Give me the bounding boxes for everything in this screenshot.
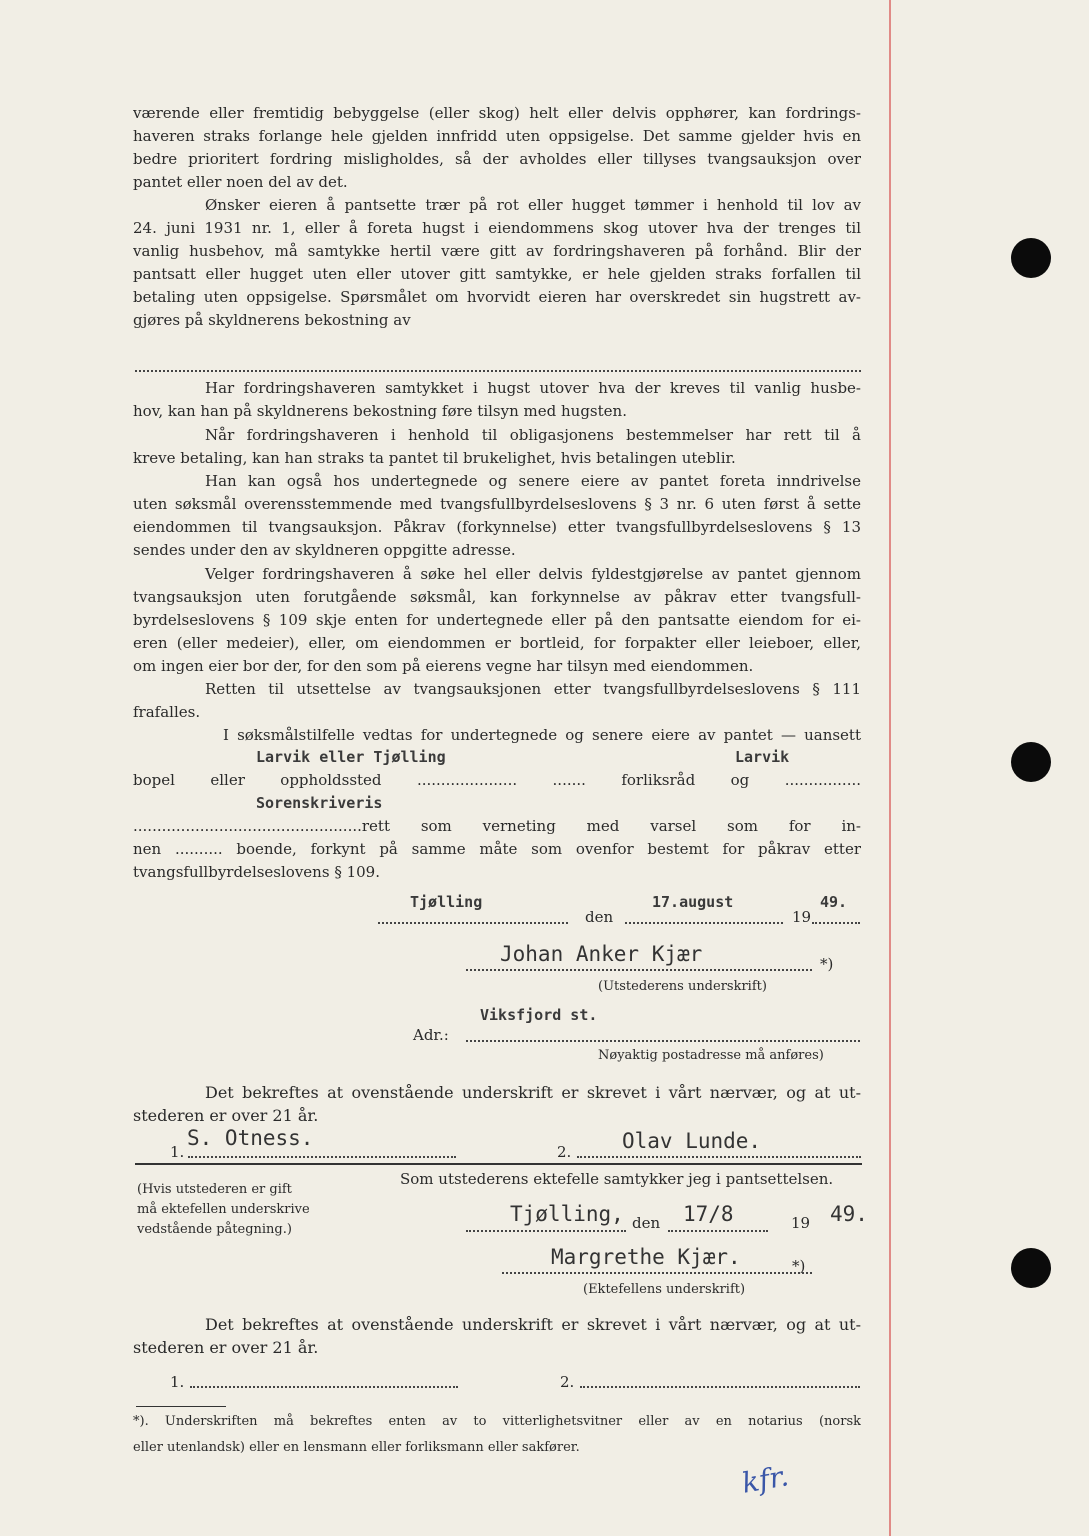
text-line: hov, kan han på skyldnerens bekostning føre tilsyn med hugsten. [133,402,627,420]
text-line: pantsatt eller hugget uten eller utover gitt samtykke, er hele gjelden straks forfallen til [133,265,861,283]
punch-hole [1011,1248,1051,1288]
address-label: Adr.: [413,1026,449,1044]
text-line: pantet eller noen del av det. [133,173,348,191]
text-line: byrdelseslovens § 109 skje enten for undertegnede eller på den pantsatte eiendom for ei- [133,611,861,629]
text-line: Har fordringshaveren samtykket i hugst utover hva der kreves til vanlig husbe- [205,379,861,397]
witness-2-line [577,1156,861,1158]
year-label: 19 [791,1214,811,1232]
witness-1-line [190,1386,458,1388]
date-line [625,922,783,924]
text-line: sendes under den av skyldneren oppgitte adresse. [133,541,516,559]
spouse-caption: (Ektefellens underskrift) [583,1282,746,1297]
text-line: tvangsauksjon uten forutgående søksmål, kan forkynnelse av påkrav etter tvangsfull- [133,588,861,606]
text-line: uten søksmål overensstemmende med tvangsfullbyrdelseslovens § 3 nr. 6 uten først å sette [133,495,861,513]
footnote-mark: *) [820,955,834,973]
confirmation-text: Det bekreftes at ovenstående underskrift er skrevet i vårt nærvær, og at ut- [205,1315,861,1334]
date-line [668,1230,768,1232]
typed-sorenskriveri: Sorenskriveris [256,794,383,812]
text-line: nen .......... boende, forkynt på samme måte som ovenfor bestemt for påkrav etter [133,840,861,858]
text-line: I søksmålstilfelle vedtas for undertegnede og senere eiere av pantet — uansett [223,726,861,744]
address-caption: Nøyaktig postadresse må anføres) [598,1048,824,1063]
address-line [466,1040,860,1042]
text-line: kreve betaling, kan han straks ta pantet til brukelighet, hvis betalingen uteblir. [133,449,736,467]
text-line: 24. juni 1931 nr. 1, eller å foreta hugst i eiendommens skog utover hva der trenges til [133,219,861,237]
witness-1-label: 1. [170,1143,185,1161]
witness-1-signature: S. Otness. [187,1126,314,1150]
footnote-text: eller utenlandsk) eller en lensmann eller forliksmann eller sakfører. [133,1440,580,1455]
text-line: om ingen eier bor der, for den som på eierens vegne har tilsyn med eiendommen. [133,657,754,675]
spouse-date: 17/8 [683,1202,734,1226]
witness-2-label: 2. [560,1373,575,1391]
spouse-consent-text: Som utstederens ektefelle samtykker jeg i pantsettelsen. [400,1170,834,1188]
text-line: Han kan også hos undertegnede og senere eiere av pantet foreta inndrivelse [205,472,861,490]
signature-line [502,1272,812,1274]
footnote-rule [136,1406,226,1407]
confirmation-text: Det bekreftes at ovenstående underskrift er skrevet i vårt nærvær, og at ut- [205,1083,861,1102]
confirmation-text: stederen er over 21 år. [133,1106,319,1125]
issuer-caption: (Utstederens underskrift) [598,979,767,994]
typed-place: Tjølling [410,893,483,911]
punch-hole [1011,742,1051,782]
text-line: betaling uten oppsigelse. Spørsmålet om hvorvidt eieren har overskredet sin hugstrett av- [133,288,861,306]
witness-2-signature: Olav Lunde. [622,1129,762,1153]
note-text: (Hvis utstederen er gift [137,1182,292,1197]
year-line [812,922,860,924]
note-text: vedstående påtegning.) [137,1222,292,1237]
text-line: bopel eller oppholdssted ..................... ....... forliksråd og ................ [133,771,861,789]
typed-year: 49. [820,893,848,911]
text-line: tvangsfullbyrdelseslovens § 109. [133,863,380,881]
margin-line [889,0,891,1536]
text-line: eiendommen til tvangsauksjon. Påkrav (forkynnelse) etter tvangsfullbyrdelseslovens § 13 [133,518,861,536]
text-line: ................................................rett som verneting med varsel som for in- [133,817,861,835]
footnote-text: *). Underskriften må bekreftes enten av to vitterlighetsvitner eller av en notarius (norsk [133,1414,861,1429]
issuer-signature: Johan Anker Kjær [500,942,703,966]
text-line: Når fordringshaveren i henhold til obligasjonens bestemmelser har rett til å [205,426,861,444]
text-line: Retten til utsettelse av tvangsauksjonen etter tvangsfullbyrdelseslovens § 111 [205,680,861,698]
den-label: den [632,1214,661,1232]
place-line [466,1230,626,1232]
signature-line [466,969,812,971]
spouse-signature: Margrethe Kjær. [551,1245,741,1269]
text-line: Ønsker eieren å pantsette trær på rot eller hugget tømmer i henhold til lov av [205,196,861,214]
typed-forliksrad: Larvik eller Tjølling [256,748,446,766]
witness-1-label: 1. [170,1373,185,1391]
text-line: eren (eller medeier), eller, om eiendommen er bortleid, for forpakter eller leieboer, eller, [133,634,861,652]
footnote-mark: *) [792,1257,806,1275]
spouse-year: 49. [830,1202,868,1226]
typed-date: 17.august [652,893,734,911]
text-line: haveren straks forlange hele gjelden innfridd uten oppsigelse. Det samme gjelder hvis en [133,127,861,145]
initials-signature: kfr. [739,1459,791,1500]
text-line: Velger fordringshaveren å søke hel eller delvis fyldestgjørelse av pantet gjennom [205,565,861,583]
typed-address: Viksfjord st. [480,1006,598,1024]
note-text: må ektefellen underskrive [137,1202,310,1217]
year-label: 19 [792,908,812,926]
text-line: gjøres på skyldnerens bekostning av [133,311,411,329]
divider [135,1163,862,1165]
text-line: frafalles. [133,703,201,721]
witness-2-line [580,1386,860,1388]
confirmation-text: stederen er over 21 år. [133,1338,319,1357]
witness-2-label: 2. [557,1143,572,1161]
text-line: bedre prioritert fordring misligholdes, så der avholdes eller tillyses tvangsauksjon over [133,150,861,168]
text-line: vanlig husbehov, må samtykke hertil være gitt av fordringshaveren på forhånd. Blir der [133,242,861,260]
typed-rett: Larvik [735,748,790,766]
punch-hole [1011,238,1051,278]
place-line [378,922,568,924]
witness-1-line [188,1156,456,1158]
text-line: værende eller fremtidig bebyggelse (eller skog) helt eller delvis opphører, kan fordrings- [133,104,861,122]
den-label: den [585,908,614,926]
spouse-place: Tjølling, [510,1202,624,1226]
blank-line [135,370,861,372]
